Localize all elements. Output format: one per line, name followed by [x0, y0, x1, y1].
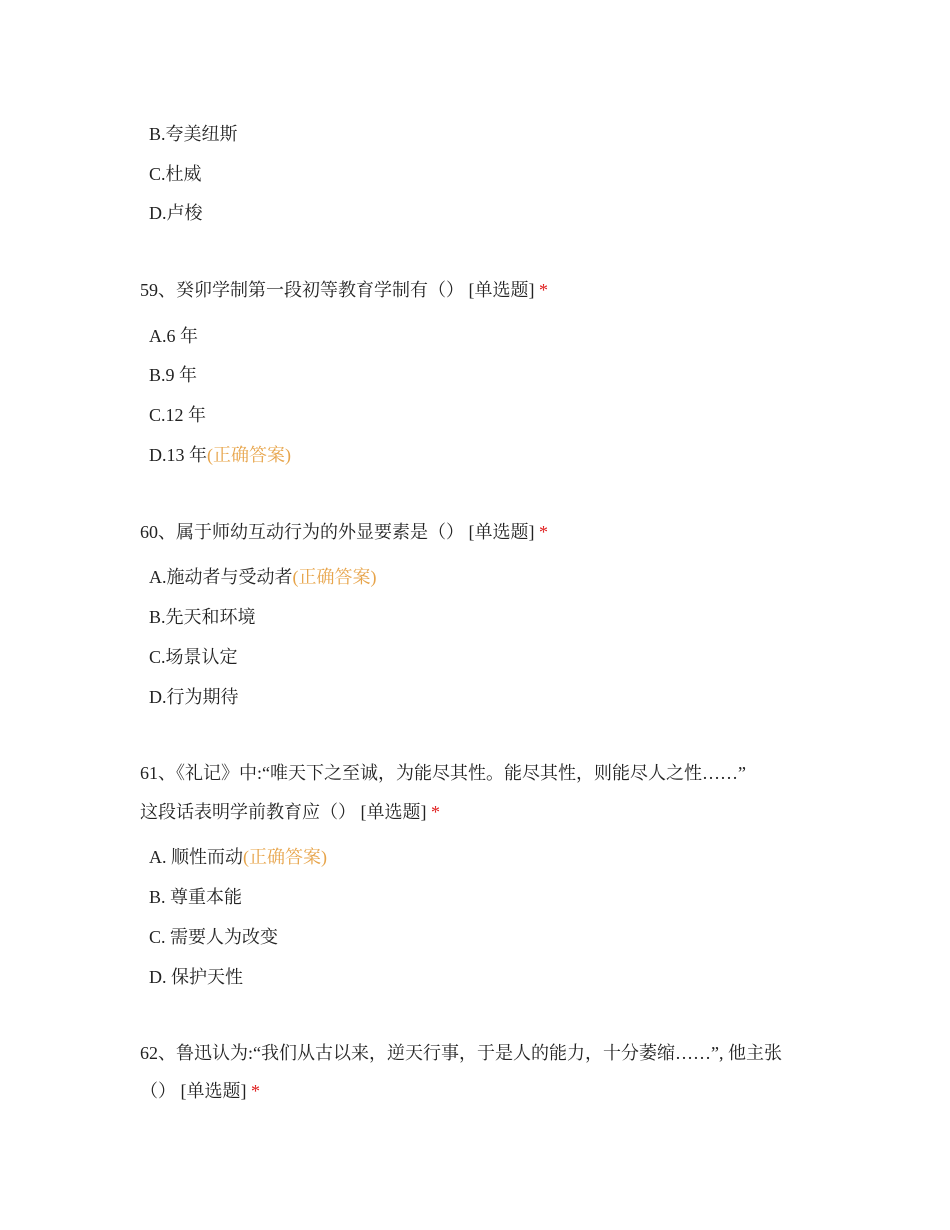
option-60-d[interactable] [149, 685, 239, 709]
option-59-d[interactable] [149, 443, 291, 467]
question-62-title-continued [140, 1079, 260, 1103]
question-text: 60、属于师幼互动行为的外显要素是（） [单选题] [140, 522, 535, 542]
question-61-title-continued [140, 800, 440, 824]
option-59-b[interactable] [149, 363, 197, 387]
option-58-b[interactable] [149, 122, 238, 146]
option-text: D.卢梭 [149, 203, 203, 223]
required-star: * [539, 280, 548, 300]
option-61-a[interactable] [149, 845, 327, 869]
option-61-d[interactable] [149, 965, 243, 989]
option-text: A.施动者与受动者 [149, 567, 293, 587]
option-text: C.场景认定 [149, 647, 238, 667]
question-text: （） [单选题] [140, 1081, 247, 1101]
option-text: B.先天和环境 [149, 607, 256, 627]
option-58-d[interactable] [149, 201, 203, 225]
option-58-c[interactable] [149, 162, 202, 186]
option-60-c[interactable] [149, 645, 238, 669]
option-60-a[interactable] [149, 565, 377, 589]
correct-answer-tag: (正确答案) [292, 567, 377, 587]
option-text: A. 顺性而动 [149, 847, 243, 867]
option-text: D. 保护天性 [149, 967, 243, 987]
option-60-b[interactable] [149, 605, 256, 629]
question-60-title [140, 520, 548, 544]
required-star: * [251, 1081, 260, 1101]
option-text: A.6 年 [149, 326, 198, 346]
option-text: B.9 年 [149, 365, 198, 385]
question-text: 61、《礼记》中:“唯天下之至诚，为能尽其性。能尽其性，则能尽人之性……” [140, 763, 746, 783]
option-text: C. 需要人为改变 [149, 927, 279, 947]
correct-answer-tag: (正确答案) [207, 445, 291, 465]
correct-answer-tag: (正确答案) [243, 847, 327, 867]
required-star: * [539, 522, 548, 542]
question-text: 62、鲁迅认为:“我们从古以来，逆天行事，于是人的能力，十分萎缩……”, 他主张 [140, 1043, 782, 1063]
required-star: * [431, 802, 440, 822]
option-text: B. 尊重本能 [149, 887, 243, 907]
question-59-title [140, 278, 548, 302]
option-text: D.13 年 [149, 445, 207, 465]
question-62-title [140, 1041, 782, 1065]
option-61-b[interactable] [149, 885, 242, 909]
question-text: 这段话表明学前教育应（） [单选题] [140, 802, 427, 822]
option-59-a[interactable] [149, 324, 198, 348]
option-text: B.夸美纽斯 [149, 124, 238, 144]
question-61-title [140, 761, 746, 785]
option-text: C.杜威 [149, 164, 202, 184]
question-text: 59、癸卯学制第一段初等教育学制有（） [单选题] [140, 280, 535, 300]
option-text: C.12 年 [149, 405, 207, 425]
option-59-c[interactable] [149, 403, 206, 427]
option-text: D.行为期待 [149, 687, 239, 707]
option-61-c[interactable] [149, 925, 278, 949]
